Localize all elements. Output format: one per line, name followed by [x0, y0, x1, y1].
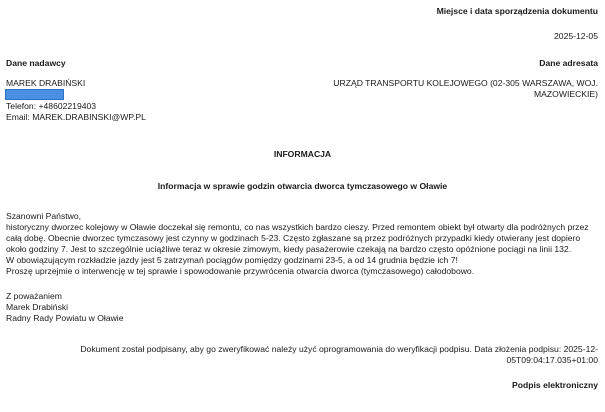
document-subject: Informacja w sprawie godzin otwarcia dworca tymczasowego w Oławie	[157, 181, 448, 191]
place-date-label: Miejsce i data sporządzenia dokumentu	[436, 6, 598, 16]
sender-label: Dane nadawcy	[6, 58, 66, 68]
signature-notice: Dokument został podpisany, aby go zweryfikować należy użyć oprogramowania do weryfikacji podpisu. Data złożenia podpisu: 2025-12-05T09:04:17.035+01:00	[80, 344, 598, 365]
body-paragraph: W obowiązującym rozkładzie jazdy jest 5 zatrzymań pociągów pomiędzy godzinami 23-5, a od 14 grudnia będzie ich 7!	[6, 255, 458, 265]
salutation: Szanowni Państwo,	[6, 211, 81, 221]
redacted-field	[5, 89, 64, 100]
signature-label: Podpis elektroniczny	[512, 380, 598, 390]
body-paragraph: Proszę uprzejmie o interwencję w tej sprawie i spowodowanie przywrócenia otwarcia dworca (tymczasowego) całodobowo.	[6, 266, 475, 276]
recipient-label: Dane adresata	[539, 58, 598, 68]
document-type-heading: INFORMACJA	[273, 149, 332, 159]
closing-title: Radny Rady Powiatu w Oławie	[6, 313, 124, 323]
sender-phone: Telefon: +48602219403	[6, 101, 97, 111]
sender-name: MAREK DRABIŃSKI	[6, 78, 86, 88]
closing-block	[6, 291, 124, 324]
document-date: 2025-12-05	[554, 31, 598, 41]
closing-regards: Z poważaniem	[6, 291, 62, 301]
recipient-address: URZĄD TRANSPORTU KOLEJOWEGO (02-305 WARSZAWA, WOJ. MAZOWIECKIE)	[333, 78, 598, 99]
sender-email: Email: MAREK.DRABINSKI@WP.PL	[6, 112, 146, 122]
letter-body	[6, 211, 600, 277]
closing-name: Marek Drabiński	[6, 302, 69, 312]
body-paragraph: historyczny dworzec kolejowy w Oławie doczekał się remontu, co nas wszystkich bardzo cieszy. Przed remontem obiekt był otwarty dla podróżnych przez całą dobę. Obecnie dworzec tymczasowy jest czynny w godzinach 5-23. Często zgłaszane są przez podróżnych przypadki kiedy otwierany jest dopiero około godziny 7. Jest to szczególnie uciążliwe teraz w okresie zimowym, kiedy pasażerowie czekają na bardzo często opóźnione pociągi na linii 132.	[6, 222, 589, 254]
